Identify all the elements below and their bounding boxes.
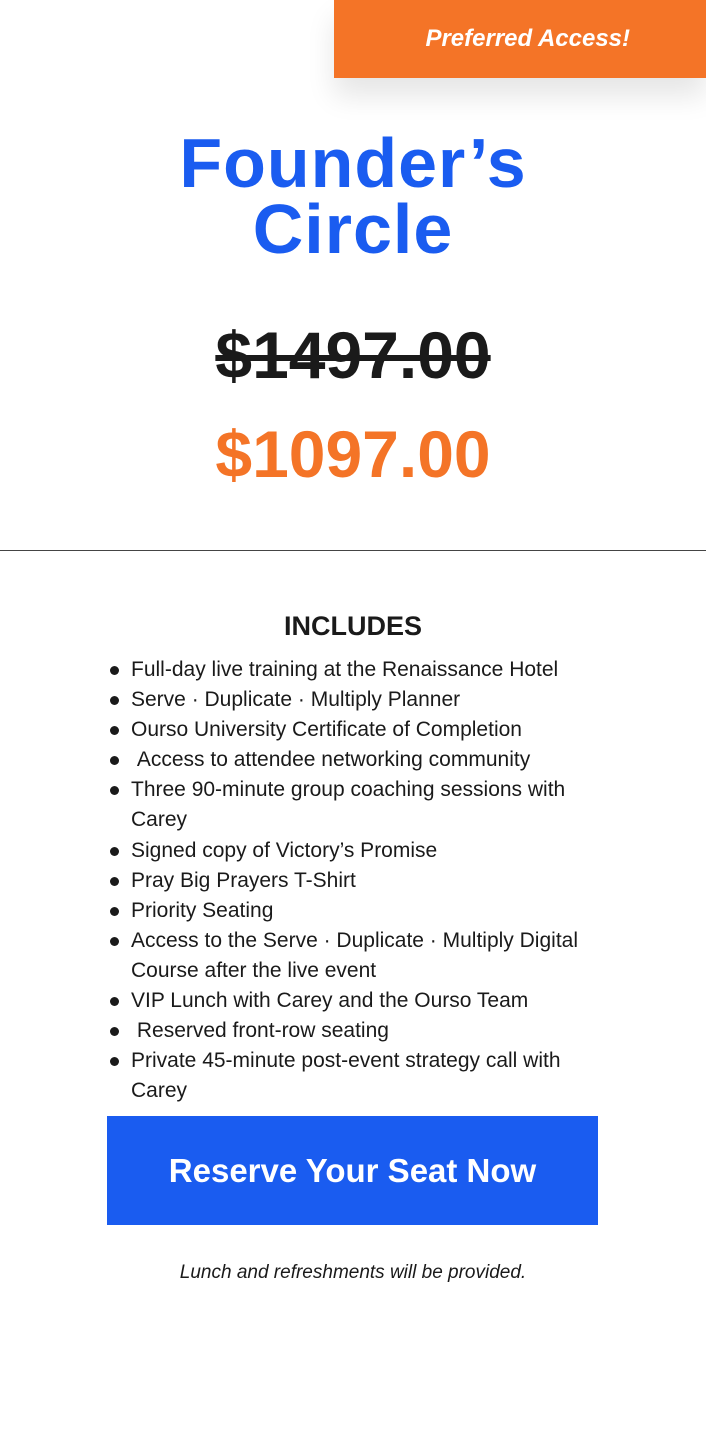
feature-list [108, 655, 606, 1106]
section-divider [0, 550, 706, 551]
feature-text: Private 45-minute post-event strategy call with Carey [131, 1049, 561, 1103]
feature-text: Access to the Serve · Duplicate · Multiply Digital Course after the live event [131, 928, 578, 982]
bullet-icon [110, 756, 119, 765]
bullet-icon [110, 937, 119, 946]
bullet-icon [110, 696, 119, 705]
bullet-icon [110, 666, 119, 675]
feature-item [108, 926, 606, 986]
feature-item [108, 655, 606, 685]
original-price: $1497.00 [215, 318, 491, 392]
feature-item [108, 1016, 606, 1046]
feature-item [108, 986, 606, 1016]
feature-item [108, 685, 606, 715]
bullet-icon [110, 907, 119, 916]
bullet-icon [110, 1057, 119, 1066]
bullet-icon [110, 726, 119, 735]
feature-item [108, 775, 606, 835]
feature-text: Ourso University Certificate of Completion [131, 718, 522, 742]
feature-item [108, 866, 606, 896]
feature-text: Three 90-minute group coaching sessions with Carey [131, 778, 566, 832]
bullet-icon [110, 877, 119, 886]
feature-text: Reserved front-row seating [131, 1019, 389, 1043]
feature-item [108, 836, 606, 866]
feature-item [108, 715, 606, 745]
lunch-note: Lunch and refreshments will be provided. [179, 1262, 527, 1283]
ribbon-label: Preferred Access! [425, 25, 630, 52]
feature-item [108, 745, 606, 775]
plan-title [0, 124, 706, 268]
reserve-seat-button-label: Reserve Your Seat Now [168, 1151, 537, 1189]
feature-text: VIP Lunch with Carey and the Ourso Team [131, 989, 529, 1013]
bullet-icon [110, 786, 119, 795]
bullet-icon [110, 997, 119, 1006]
feature-text: Pray Big Prayers T-Shirt [131, 868, 356, 892]
feature-text: Full-day live training at the Renaissance Hotel [131, 658, 559, 681]
bullet-icon [110, 847, 119, 856]
preferred-access-ribbon [334, 0, 706, 78]
feature-text: Priority Seating [131, 898, 274, 922]
bullet-icon [110, 1027, 119, 1036]
feature-item [108, 1046, 606, 1106]
includes-heading: INCLUDES [283, 611, 422, 641]
feature-text: Access to attendee networking community [131, 748, 531, 772]
feature-text: Serve · Duplicate · Multiply Planner [131, 688, 461, 712]
plan-title-line-1: Founder’s [179, 124, 527, 202]
plan-title-line-2: Circle [252, 190, 454, 268]
reserve-seat-button[interactable] [107, 1116, 598, 1225]
sale-price: $1097.00 [215, 417, 491, 491]
feature-item [108, 896, 606, 926]
feature-text: Signed copy of Victory’s Promise [131, 838, 438, 862]
